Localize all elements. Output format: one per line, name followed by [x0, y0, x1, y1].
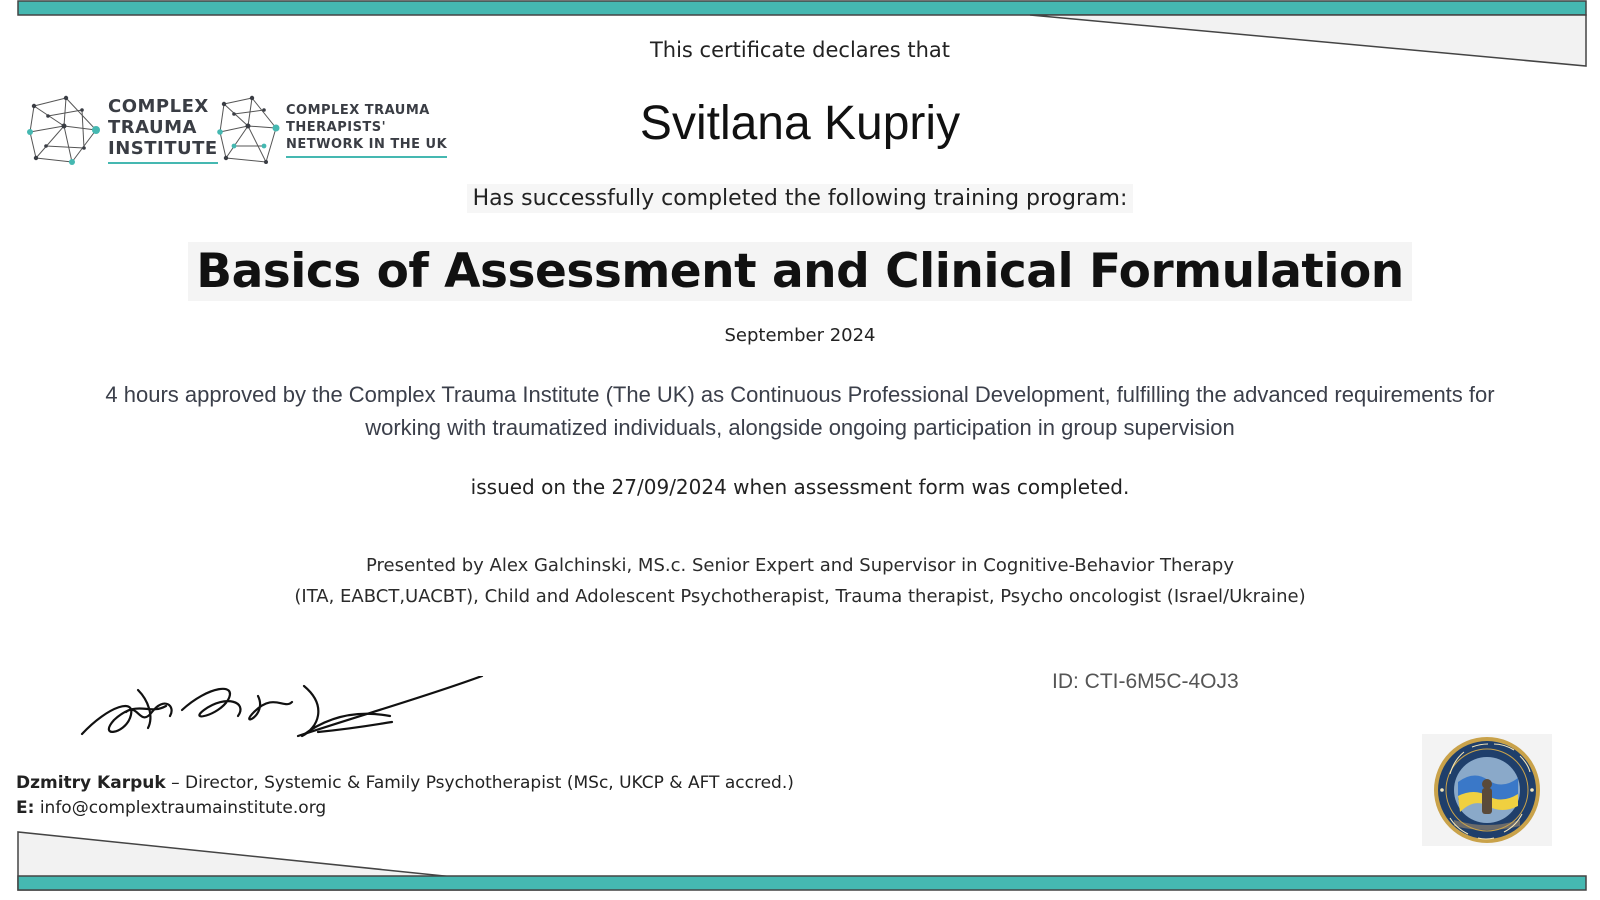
- signatory-email-line: [16, 796, 794, 821]
- psychological-center-seal: [1422, 734, 1552, 846]
- signatory-role: – Director, Systemic & Family Psychotherapist (MSc, UKCP & AFT accred.): [165, 773, 794, 793]
- cti-logo-line2: TRAUMA: [108, 117, 197, 138]
- program-date: September 2024: [724, 325, 876, 346]
- cpd-statement: [30, 378, 1570, 444]
- issued-statement: issued on the 27/09/2024 when assessment form was completed.: [470, 475, 1130, 499]
- program-title-text: Basics of Assessment and Clinical Formulation: [188, 242, 1412, 301]
- email-label: E:: [16, 798, 35, 818]
- bottom-teal-band: [18, 876, 1586, 890]
- recipient-name: Svitlana Kupriy: [639, 97, 961, 150]
- completed-statement: [0, 186, 1600, 211]
- cpd-statement-line1: 4 hours approved by the Complex Trauma Institute (The UK) as Continuous Professional Development, fulfilling the advanced requirements for: [105, 382, 1495, 407]
- presenter-line1: Presented by Alex Galchinski, MS.c. Senior Expert and Supervisor in Cognitive-Behavior Therapy: [365, 555, 1235, 576]
- cttn-logo-underline: [286, 156, 447, 158]
- handwritten-signature: [78, 676, 498, 756]
- signatory-email: info@complextraumainstitute.org: [34, 798, 327, 818]
- signatory-name: Dzmitry Karpuk: [16, 773, 166, 793]
- completed-statement-text: Has successfully completed the following training program:: [467, 184, 1134, 213]
- cpd-statement-line2: working with traumatized individuals, alongside ongoing participation in group supervision: [365, 415, 1235, 440]
- cttn-logo-line3: NETWORK IN THE UK: [286, 137, 448, 152]
- presenter-statement: [0, 550, 1600, 612]
- cti-logo-line1: COMPLEX: [108, 96, 209, 117]
- certificate-id: ID: CTI-6M5C-4OJ3: [1052, 670, 1239, 693]
- signatory-line: [16, 771, 794, 796]
- signatory-block: [16, 771, 794, 821]
- top-teal-band: [18, 1, 1586, 15]
- cti-logo-line3: INSTITUTE: [108, 138, 218, 159]
- cttn-logo-line1: COMPLEX TRAUMA: [286, 103, 430, 118]
- cttn-logo-line2: THERAPISTS': [286, 120, 387, 135]
- cti-logo-underline: [108, 162, 218, 164]
- presenter-line2: (ITA, EABCT,UACBT), Child and Adolescent Psychotherapist, Trauma therapist, Psycho oncologist (Israel/Ukraine): [294, 586, 1306, 607]
- certificate-intro: This certificate declares that: [649, 38, 951, 62]
- program-title: [0, 244, 1600, 299]
